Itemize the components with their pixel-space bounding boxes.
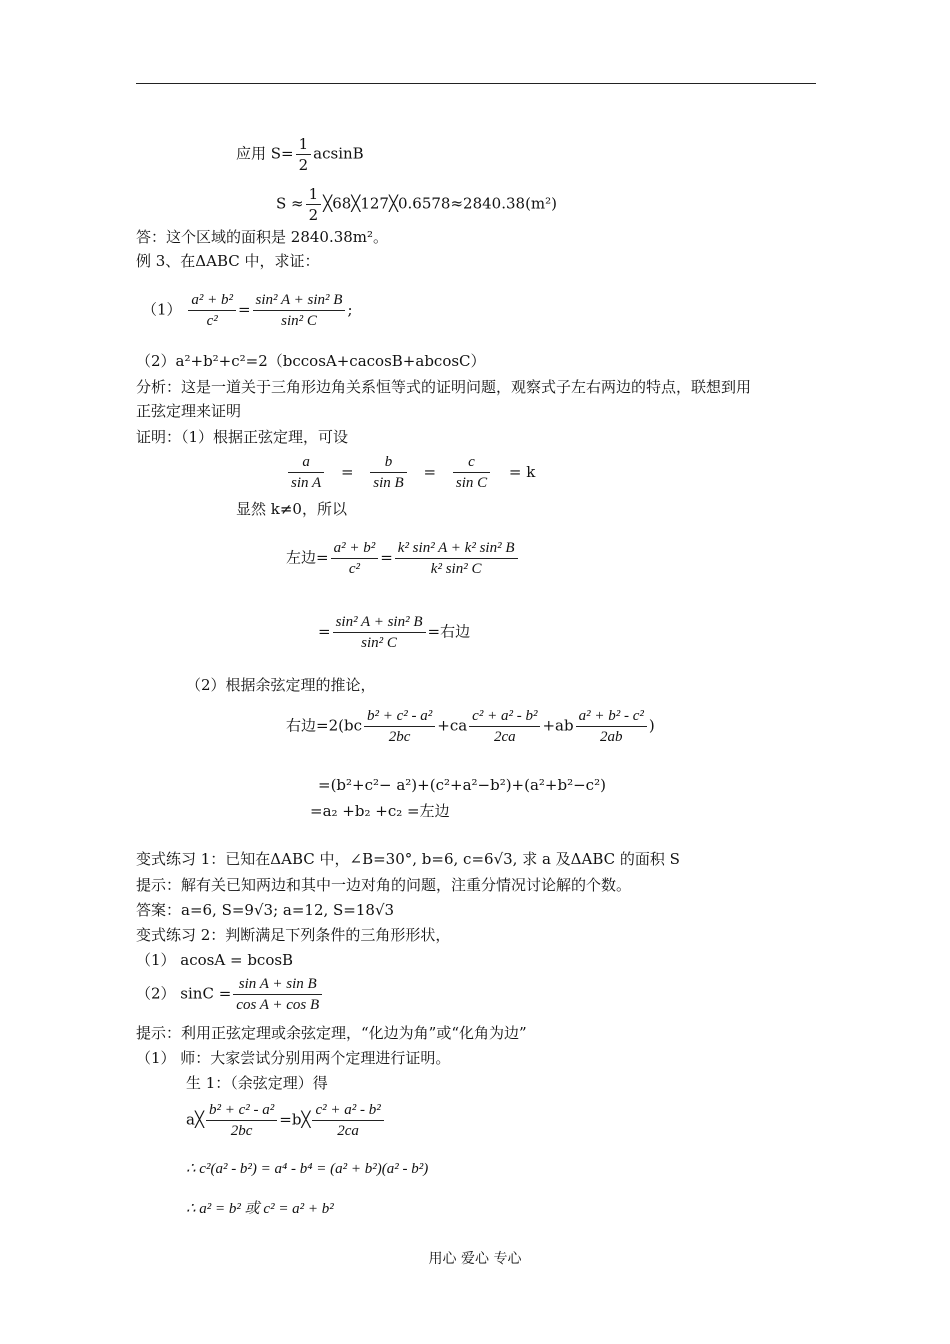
text: 右边=2(bc [286, 716, 362, 735]
text: =右边 [427, 622, 471, 641]
denominator: c² [348, 561, 360, 577]
denominator: c² [206, 313, 218, 329]
text: 左边= [286, 548, 329, 567]
therefore-line-2: ∴ a² = b² 或 c² = a² + b² [186, 1201, 334, 1217]
text: ╳68╳127╳0.6578≈2840.38(m²) [323, 194, 558, 213]
hint-2: 提示：利用正弦定理或余弦定理，“化边为角”或“化角为边” [136, 1024, 527, 1042]
fraction [296, 134, 312, 175]
fraction [576, 706, 647, 747]
fraction [306, 184, 322, 225]
variation-1: 变式练习 1：已知在ΔABC 中，∠B=30°, b=6, c=6√3, 求 a 及ΔABC 的面积 S [136, 850, 680, 868]
fraction [469, 706, 540, 747]
right-side-line [286, 706, 655, 747]
denominator: sin B [373, 475, 404, 491]
analysis-line-1: 分析：这是一道关于三角形边角关系恒等式的证明问题，观察式子左右两边的特点，联想到用 [136, 378, 752, 396]
answer-line: 答：这个区域的面积是 2840.38m²。 [136, 228, 389, 246]
denominator: sin A [291, 475, 322, 491]
identity-1 [142, 290, 353, 331]
denominator: 2ca [493, 729, 516, 745]
final-line: =a₂ +b₂ +c₂ =左边 [310, 802, 450, 820]
fraction [288, 452, 324, 493]
denominator: k² sin² C [430, 561, 482, 577]
text: +ab [542, 716, 574, 735]
page-footer: 用心 爱心 专心 [428, 1251, 522, 1267]
fraction [364, 706, 435, 747]
text: = [318, 622, 331, 641]
label: （1） [142, 300, 182, 319]
denominator: 2ca [337, 1123, 359, 1139]
area-calc-line [276, 184, 557, 225]
analysis-line-2: 正弦定理来证明 [136, 402, 242, 420]
numerator: b² + c² - a² [206, 1100, 277, 1121]
numerator: 1 [306, 184, 322, 205]
numerator: sin² A + sin² B [333, 612, 426, 633]
fraction [206, 1100, 277, 1141]
identity-2: （2）a²+b²+c²=2（bccosA+cacosB+abcosC） [136, 352, 486, 370]
numerator: 1 [296, 134, 312, 155]
denominator: 2 [308, 206, 319, 224]
fraction [395, 538, 518, 579]
text: （2） sinC = [136, 984, 232, 1003]
variation-2: 变式练习 2：判断满足下列条件的三角形形状， [136, 926, 451, 944]
cosine-equation [186, 1100, 386, 1141]
denominator: sin² C [281, 313, 317, 329]
proof-intro: 证明：（1）根据正弦定理，可设 [136, 428, 349, 446]
example-3-heading: 例 3、在ΔABC 中，求证： [136, 252, 320, 270]
denominator: 2bc [388, 729, 411, 745]
numerator: c [453, 452, 490, 473]
text: +ca [437, 716, 468, 735]
area-formula-line [236, 134, 364, 175]
numerator: a² + b² - c² [576, 706, 647, 727]
text: =b╳ [279, 1110, 311, 1129]
sine-ratio-line [286, 452, 535, 493]
numerator: c² + a² - b² [469, 706, 540, 727]
fraction [331, 538, 379, 579]
denominator: 2bc [230, 1123, 253, 1139]
numerator: sin² A + sin² B [253, 290, 346, 311]
text: a╳ [186, 1110, 204, 1129]
fraction [453, 452, 490, 493]
denominator: 2 [298, 156, 309, 174]
fraction [188, 290, 236, 331]
numerator: a [288, 452, 324, 473]
text: S ≈ [276, 194, 304, 213]
text: acsinB [313, 144, 364, 163]
text: ) [648, 716, 655, 735]
teacher-line: （1） 师：大家尝试分别用两个定理进行证明。 [136, 1049, 451, 1067]
numerator: a² + b² [331, 538, 379, 559]
denominator: sin² C [361, 635, 397, 651]
text: 应用 S= [236, 144, 294, 163]
denominator: 2ab [599, 729, 623, 745]
numerator: k² sin² A + k² sin² B [395, 538, 518, 559]
denominator: cos A + cos B [236, 997, 320, 1013]
left-side-line [286, 538, 520, 579]
numerator: c² + a² - b² [312, 1100, 383, 1121]
k-nonzero: 显然 k≠0，所以 [236, 500, 347, 518]
equals: = [340, 462, 354, 481]
fraction [233, 974, 322, 1015]
sum-line: =(b²+c²− a²)+(c²+a²−b²)+(a²+b²−c²) [318, 776, 606, 794]
fraction [333, 612, 426, 653]
equals: = [237, 300, 251, 319]
cosine-intro: （2）根据余弦定理的推论， [186, 676, 376, 694]
fraction [312, 1100, 383, 1141]
numerator: b² + c² - a² [364, 706, 435, 727]
therefore-line-1: ∴ c²(a² - b²) = a⁴ - b⁴ = (a² + b²)(a² - b²) [186, 1161, 429, 1177]
numerator: a² + b² [188, 290, 236, 311]
fraction [370, 452, 406, 493]
equals: = [423, 462, 437, 481]
condition-2 [136, 974, 324, 1015]
header-rule [136, 83, 816, 84]
student-line: 生 1：（余弦定理）得 [186, 1074, 328, 1092]
denominator: sin C [455, 475, 488, 491]
condition-1: （1） acosA = bcosB [136, 951, 294, 969]
numerator: sin A + sin B [233, 974, 322, 995]
text: ; [347, 300, 353, 319]
equals-right-line [318, 612, 470, 653]
fraction [253, 290, 346, 331]
hint-1: 提示：解有关已知两边和其中一边对角的问题，注重分情况讨论解的个数。 [136, 876, 632, 894]
numerator: b [370, 452, 406, 473]
text: = k [508, 462, 536, 481]
answer-2: 答案：a=6, S=9√3; a=12, S=18√3 [136, 901, 395, 919]
equals: = [380, 548, 393, 567]
